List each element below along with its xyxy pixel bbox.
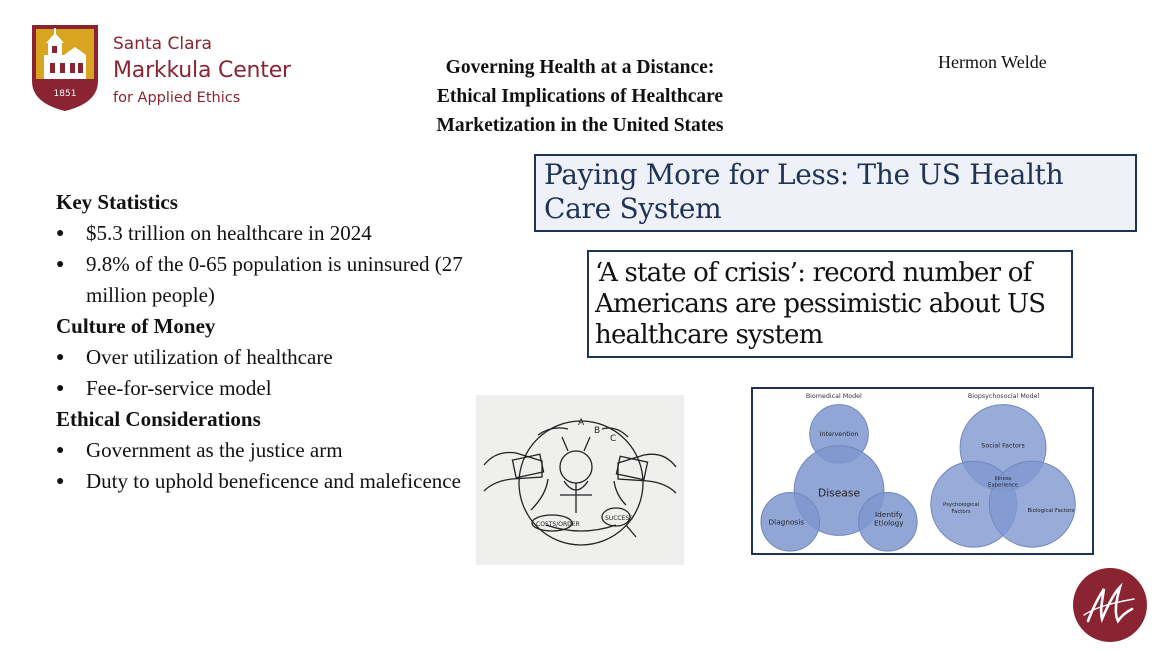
venn-label: Social Factors bbox=[981, 442, 1025, 450]
markkula-m-logo-icon bbox=[1072, 567, 1148, 643]
bullet-list bbox=[56, 435, 466, 497]
section-heading: Key Statistics bbox=[56, 190, 178, 214]
venn-label: Psychological Factors bbox=[942, 502, 980, 515]
venn-label: Diagnosis bbox=[768, 517, 805, 527]
bullet-item: ● 9.8% of the 0-65 population is uninsured (27 million people) bbox=[56, 249, 466, 311]
sketch-letter: B bbox=[594, 426, 601, 436]
bullet-item: ● Duty to uphold beneficence and maleficence bbox=[56, 466, 466, 497]
sketch-letter: A bbox=[578, 418, 585, 428]
bullet-list bbox=[56, 218, 466, 311]
bullet-list bbox=[56, 342, 466, 404]
venn-label: Disease bbox=[817, 486, 861, 500]
venn-label: Intervention bbox=[819, 430, 859, 438]
healthcare-sketch-illustration bbox=[476, 395, 684, 565]
headline-box-paying-more bbox=[534, 154, 1137, 232]
biopsychosocial-model-title: Biopsychosocial Model bbox=[967, 392, 1040, 400]
biomedical-model-title: Biomedical Model bbox=[805, 392, 862, 400]
bullet-item: ● Fee-for-service model bbox=[56, 373, 466, 404]
title-line-1: Governing Health at a Distance: bbox=[445, 57, 715, 78]
sketch-sign-right: SUCCESS bbox=[605, 515, 633, 522]
statistics-list bbox=[56, 187, 466, 497]
health-models-venn-diagram bbox=[751, 387, 1094, 555]
logo-line-1: Santa Clara bbox=[113, 34, 212, 54]
venn-label: Illness Experience bbox=[988, 475, 1018, 489]
section-heading: Ethical Considerations bbox=[56, 407, 261, 431]
logo-line-2: Markkula Center bbox=[113, 58, 291, 83]
title-line-2: Ethical Implications of Healthcare bbox=[436, 86, 724, 107]
logo-line-3: for Applied Ethics bbox=[113, 90, 241, 106]
slide-title bbox=[390, 53, 770, 140]
section-heading: Culture of Money bbox=[56, 314, 216, 338]
author-name: Hermon Welde bbox=[938, 52, 1047, 72]
title-line-3: Marketization in the United States bbox=[436, 115, 724, 136]
sketch-letter: C bbox=[610, 434, 617, 444]
headline-text: ‘A state of crisis’: record number of Americans are pessimistic about US healthcare system bbox=[595, 258, 1046, 350]
santa-clara-shield-icon bbox=[30, 23, 100, 113]
venn-label: Identify Etiology bbox=[874, 510, 904, 528]
headline-box-state-of-crisis bbox=[587, 250, 1073, 358]
bullet-item: ● $5.3 trillion on healthcare in 2024 bbox=[56, 218, 466, 249]
markkula-center-logo bbox=[30, 23, 330, 115]
bullet-item: ● Over utilization of healthcare bbox=[56, 342, 466, 373]
sketch-sign-left: COSTS/ORDER bbox=[536, 521, 580, 528]
venn-label: Biological Factors bbox=[1027, 508, 1075, 514]
bullet-item: ● Government as the justice arm bbox=[56, 435, 466, 466]
headline-text: Paying More for Less: The US Health Care System bbox=[544, 158, 1064, 225]
logo-year: 1851 bbox=[53, 89, 77, 99]
